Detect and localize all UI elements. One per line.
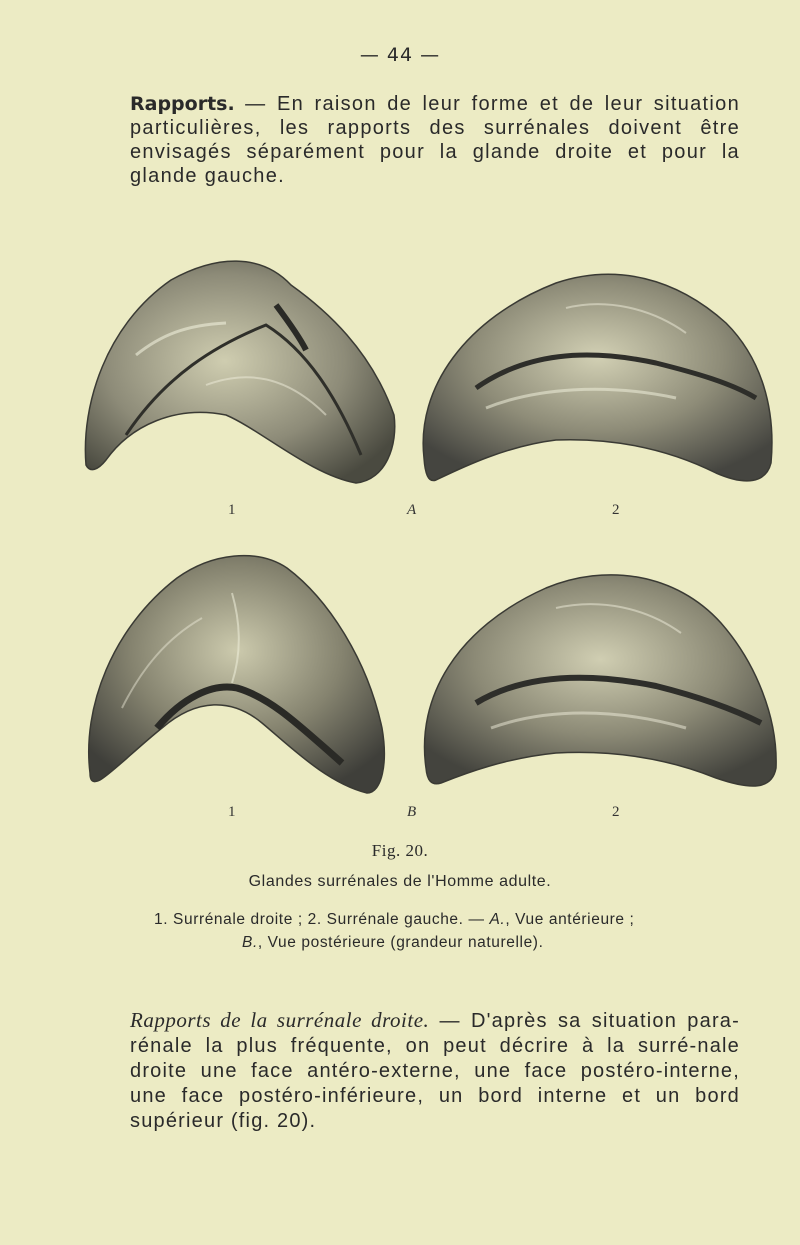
- section-text: — D'après sa situation para-rénale la plus fréquente, on peut décrire à la surré-nale droite une face antéro-externe, une face postéro-interne, une face postéro-inférieure, un bord interne et un bord supérieur (fig. 20).: [130, 1010, 740, 1132]
- intro-text: — En raison de leur forme et de leur situation particulières, les rapports des surrénales doivent être envisagés séparément pour la glande droite et pour la glande gauche.: [130, 93, 740, 187]
- figure-a-label-2: 2: [612, 502, 620, 518]
- figure-1a-right-adrenal-anterior: [76, 255, 398, 485]
- figure-title: Glandes surrénales de l'Homme adulte.: [248, 873, 552, 890]
- legend-text-2: , Vue antérieure ;: [505, 911, 635, 928]
- legend-a: A.: [489, 911, 506, 928]
- figure-b-label-1: 1: [228, 804, 236, 820]
- legend-text-3: , Vue postérieure (grandeur naturelle).: [257, 934, 544, 951]
- page-number: — 44 —: [359, 44, 441, 66]
- intro-lead: Rapports.: [130, 93, 235, 115]
- figure-legend: [150, 908, 740, 954]
- figure-a-label-1: 1: [228, 502, 236, 518]
- figure-a-letter: A: [407, 502, 417, 518]
- figure-number: Fig. 20.: [371, 841, 429, 860]
- section-lead: Rapports de la surrénale droite.: [130, 1008, 430, 1032]
- figure-b-letter: B: [407, 804, 417, 820]
- figure-2b-left-adrenal-posterior: [416, 568, 780, 793]
- figure-1b-right-adrenal-posterior: [82, 548, 392, 796]
- legend-b: B.: [242, 934, 258, 951]
- intro-paragraph: [130, 92, 740, 188]
- section-paragraph: [130, 1008, 740, 1134]
- figure-2a-left-adrenal-anterior: [416, 268, 778, 488]
- legend-text-1: 1. Surrénale droite ; 2. Surrénale gauche. —: [154, 911, 490, 928]
- figure-b-label-2: 2: [612, 804, 620, 820]
